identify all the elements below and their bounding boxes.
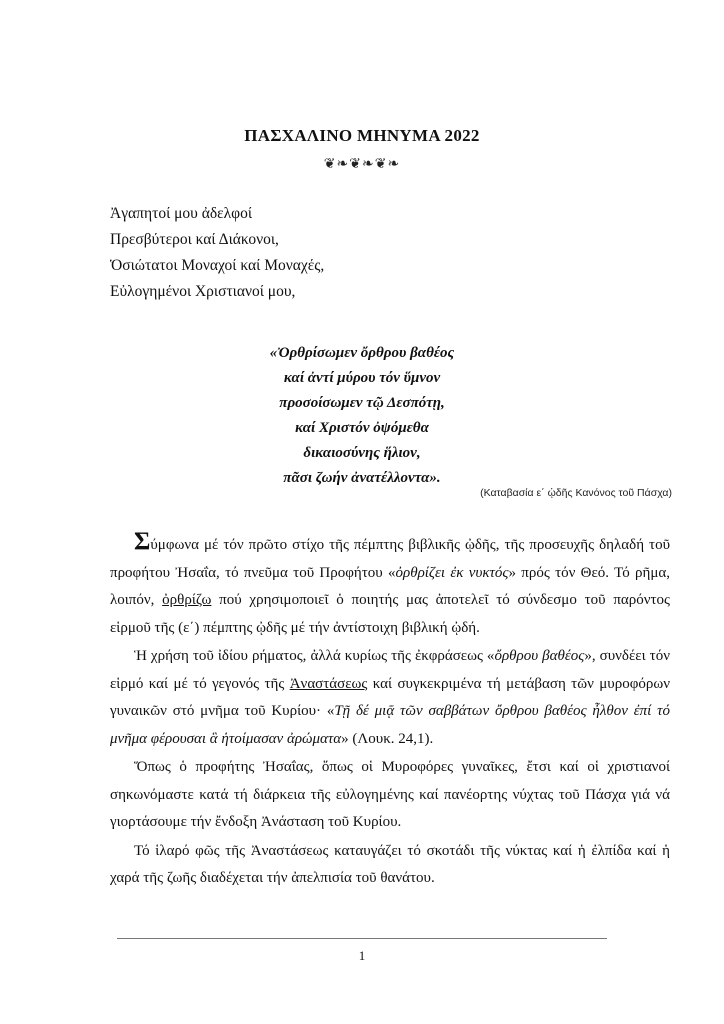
footer-rule — [117, 938, 607, 939]
paragraph-text: Ἡ χρήση τοῦ ἰδίου ρήματος, ἀλλά κυρίως τῆς ἐκφράσεως « — [134, 648, 495, 664]
paragraph-3: Ὅπως ὁ προφήτης Ἠσαΐας, ὅπως οἱ Μυροφόρες γυναῖκες, ἔτσι καί οἱ χριστιανοί σηκωνόμαστε κατά τή διάρκεια τῆς εὐλογημένης καί πανέορτης νύχτας τοῦ Πάσχα γιά νά γιορτάσουμε τήν ἔνδοξη Ἀνάσταση τοῦ Κυρίου. — [110, 759, 670, 830]
paragraph-text: », συνδέει τόν εἱρμό καί μέ τό γεγονός τῆς — [110, 648, 670, 692]
paragraph-1 — [110, 528, 670, 642]
salutation-line: Εὐλογημένοι Χριστιανοί μου, — [110, 283, 296, 300]
paragraph-text: καί συγκεκριμένα τή μετάβαση τῶν μυροφόρων γυναικῶν στό μνῆμα τοῦ Κυρίου· « — [110, 675, 671, 719]
salutation-line: Ὁσιώτατοι Μοναχοί καί Μοναχές, — [110, 257, 325, 274]
quote-italic: ὄρθρου βαθέος — [494, 648, 585, 664]
paragraph-text: πού χρησιμοποιεῖ ὁ ποιητής μας ἀποτελεῖ τό σύνδεσμο τοῦ παρόντος εἱρμοῦ τῆς (ε΄) πέμπτης ᾠδῆς μέ τήν ἀντίστοιχη βιβλική ᾠδή. — [110, 592, 670, 636]
underlined-word: ὀρθρίζω — [162, 592, 212, 608]
underlined-word: Ἀναστάσεως — [289, 675, 368, 692]
paragraph-text: » πρός τόν Θεό. Τό ρῆμα, λοιπόν, — [110, 564, 670, 608]
paragraph-text: » (Λουκ. 24,1). — [341, 730, 434, 747]
ornament-divider: ❦❧❦❧❦❧ — [323, 157, 401, 172]
hymn-line: δικαιοσύνης ἥλιον, — [303, 445, 421, 461]
salutation-line: Ἀγαπητοί μου ἀδελφοί — [110, 205, 253, 222]
salutation-line: Πρεσβύτεροι καί Διάκονοι, — [110, 231, 279, 248]
body-text — [110, 528, 670, 893]
page-number: 1 — [358, 948, 366, 963]
hymn-line: πᾶσι ζωήν ἀνατέλλοντα». — [283, 470, 441, 486]
paragraph-text: ύμφωνα μέ τόν πρῶτο στίχο τῆς πέμπτης βιβλικῆς ᾠδῆς, τῆς προσευχῆς δηλαδή τοῦ προφήτου Ἠσαΐα, τό πνεῦμα τοῦ Προφήτου « — [110, 537, 670, 581]
hymn-source: (Καταβασία ε΄ ᾠδῆς Κανόνος τοῦ Πάσχα) — [480, 487, 672, 499]
hymn-line: «Ὀρθρίσωμεν ὄρθρου βαθέος — [269, 345, 455, 361]
hymn-line: καί ἀντί μύρου τόν ὕμνον — [283, 370, 441, 386]
scripture-quote: Τῇ δέ μιᾷ τῶν σαββάτων ὄρθρου βαθέος ἦλθον ἐπί τό μνῆμα φέρουσαι ἃ ἡτοίμασαν ἀρώματα — [110, 703, 670, 747]
quote-italic: ὀρθρίζει ἐκ νυκτός — [395, 564, 509, 581]
hymn-line: προσοίσωμεν τῷ Δεσπότῃ, — [279, 395, 445, 411]
paragraph-4: Τό ἱλαρό φῶς τῆς Ἀναστάσεως καταυγάζει τό σκοτάδι τῆς νύκτας καί ἡ ἐλπίδα καί ἡ χαρά τῆς ζωῆς διαδέχεται τήν ἀπελπισία τοῦ θανάτου. — [110, 842, 670, 886]
hymn-quote — [0, 341, 724, 491]
salutation-block — [110, 201, 324, 305]
paragraph-2 — [110, 643, 670, 753]
document-title: ΠΑΣΧΑΛΙΝΟ ΜΗΝΥΜΑ 2022 — [244, 126, 480, 145]
drop-cap: Σ — [134, 528, 151, 555]
hymn-line: καί Χριστόν ὀψόμεθα — [295, 420, 429, 436]
